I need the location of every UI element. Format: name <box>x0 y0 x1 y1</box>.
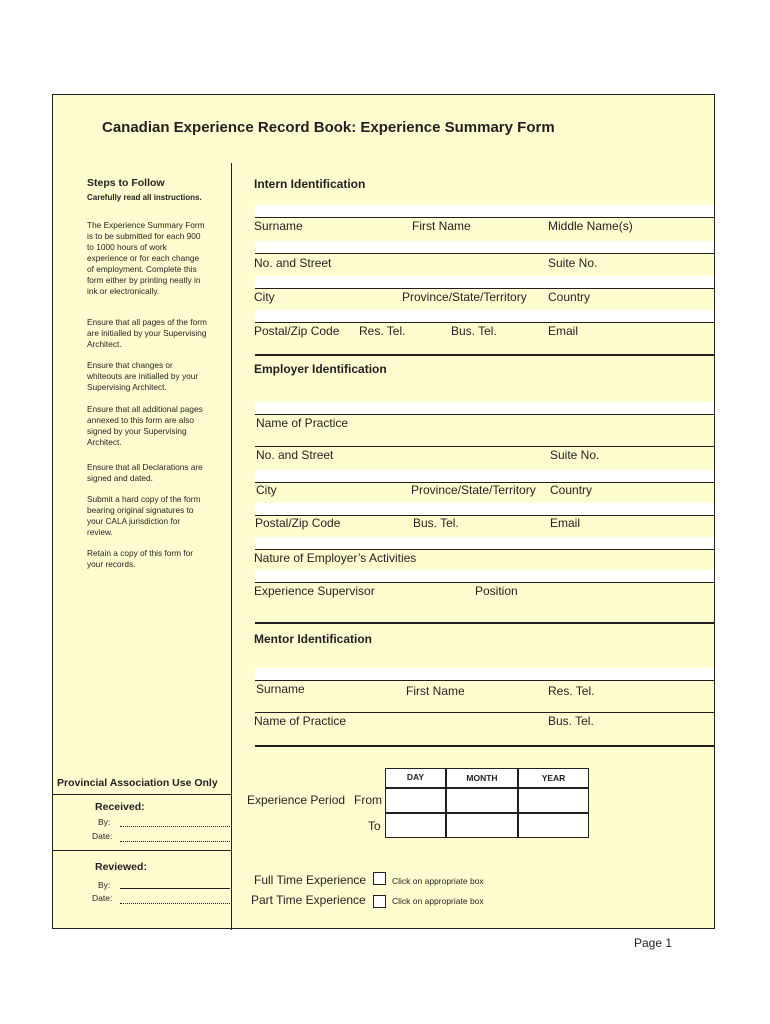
employer-band <box>255 503 714 515</box>
page-number: Page 1 <box>634 936 673 950</box>
received-date-label: Date: <box>92 831 113 841</box>
from-year-input[interactable] <box>518 788 589 813</box>
full-time-hint: Click on appropriate box <box>392 876 484 886</box>
intern-first-name-field[interactable]: First Name <box>412 219 471 233</box>
employer-province-field[interactable]: Province/State/Territory <box>411 483 536 497</box>
employer-band <box>255 570 714 582</box>
intern-street-field[interactable]: No. and Street <box>254 256 332 270</box>
intern-city-field[interactable]: City <box>254 290 275 304</box>
intern-band <box>255 276 714 288</box>
step-item: Ensure that changes or whiteouts are initialled by your Supervising Architect. <box>87 360 199 392</box>
divider-line <box>255 322 714 323</box>
step-item: Ensure that all Declarations are signed and dated. <box>87 462 203 483</box>
from-label: From <box>354 793 382 807</box>
intern-heading: Intern Identification <box>254 177 366 191</box>
mentor-heading: Mentor Identification <box>254 632 372 646</box>
intern-postal-field[interactable]: Postal/Zip Code <box>254 324 340 338</box>
provincial-heading: Provincial Association Use Only <box>57 777 218 789</box>
step-item: Ensure that all additional pages annexed to this form are also signed by your Supervising Architect. <box>87 404 203 447</box>
divider-line <box>255 253 714 254</box>
step-item: The Experience Summary Form is to be submitted for each 900 to 1000 hours of work experience or for each change of employment. Complete this form either by printing neatly in ink or electronically. <box>87 220 205 296</box>
to-label: To <box>368 819 381 833</box>
employer-country-field[interactable]: Country <box>550 483 593 497</box>
step-item: Ensure that all pages of the form are initialled by your Supervising Architect. <box>87 317 207 349</box>
part-time-label: Part Time Experience <box>251 893 366 907</box>
part-time-hint: Click on appropriate box <box>392 896 484 906</box>
section-rule <box>255 622 714 624</box>
divider-line <box>53 850 231 851</box>
experience-period-label: Experience Period <box>247 793 346 807</box>
intern-band <box>255 241 714 253</box>
employer-practice-field[interactable]: Name of Practice <box>256 416 349 430</box>
employer-activities-field[interactable]: Nature of Employer’s Activities <box>254 551 417 565</box>
divider-line <box>255 217 714 218</box>
employer-city-field[interactable]: City <box>256 483 277 497</box>
steps-subheading: Carefully read all instructions. <box>87 193 202 202</box>
reviewed-heading: Reviewed: <box>95 861 147 873</box>
step-item: Submit a hard copy of the form bearing original signatures to your CALA jurisdiction for review. <box>87 494 201 537</box>
mentor-res-tel-field[interactable]: Res. Tel. <box>548 684 595 698</box>
full-time-label: Full Time Experience <box>254 873 367 887</box>
intern-band <box>255 310 714 322</box>
divider-line <box>53 794 231 795</box>
intern-res-tel-field[interactable]: Res. Tel. <box>359 324 406 338</box>
mentor-band <box>255 668 714 680</box>
divider-line <box>255 446 714 447</box>
intern-middle-names-field[interactable]: Middle Name(s) <box>548 219 633 233</box>
steps-heading: Steps to Follow <box>87 177 165 189</box>
intern-surname-field[interactable]: Surname <box>254 219 303 233</box>
year-label: YEAR <box>541 773 566 783</box>
step-item: Retain a copy of this form for your records. <box>87 548 194 569</box>
received-heading: Received: <box>95 801 145 813</box>
employer-street-field[interactable]: No. and Street <box>256 448 334 462</box>
employer-supervisor-field[interactable]: Experience Supervisor <box>254 584 375 598</box>
part-time-checkbox[interactable] <box>373 895 386 908</box>
mentor-first-name-field[interactable]: First Name <box>406 684 465 698</box>
received-date-field[interactable] <box>120 841 230 842</box>
employer-bus-tel-field[interactable]: Bus. Tel. <box>413 516 459 530</box>
from-day-input[interactable] <box>385 788 446 813</box>
reviewed-by-label: By: <box>98 880 111 890</box>
to-day-input[interactable] <box>385 813 446 838</box>
employer-suite-field[interactable]: Suite No. <box>550 448 600 462</box>
intern-bus-tel-field[interactable]: Bus. Tel. <box>451 324 497 338</box>
mentor-surname-field[interactable]: Surname <box>256 682 305 696</box>
intern-country-field[interactable]: Country <box>548 290 591 304</box>
divider-line <box>255 582 714 583</box>
divider-line <box>255 680 714 681</box>
section-rule <box>255 354 714 356</box>
to-year-input[interactable] <box>518 813 589 838</box>
intern-email-field[interactable]: Email <box>548 324 579 338</box>
reviewed-by-field[interactable] <box>120 888 230 889</box>
divider-line <box>255 712 714 713</box>
employer-position-field[interactable]: Position <box>475 584 518 598</box>
from-month-input[interactable] <box>446 788 518 813</box>
employer-email-field[interactable]: Email <box>550 516 581 530</box>
section-rule <box>255 745 714 747</box>
mentor-practice-field[interactable]: Name of Practice <box>254 714 347 728</box>
intern-suite-field[interactable]: Suite No. <box>548 256 598 270</box>
form-title: Canadian Experience Record Book: Experience Summary Form <box>102 119 555 136</box>
employer-band <box>255 470 714 482</box>
intern-province-field[interactable]: Province/State/Territory <box>402 290 527 304</box>
divider-line <box>255 288 714 289</box>
intern-band <box>255 205 714 217</box>
divider-line <box>255 549 714 550</box>
employer-heading: Employer Identification <box>254 362 387 376</box>
day-label: DAY <box>406 772 425 782</box>
full-time-checkbox[interactable] <box>373 872 386 885</box>
employer-band <box>255 402 714 414</box>
employer-band <box>255 537 714 549</box>
employer-postal-field[interactable]: Postal/Zip Code <box>255 516 341 530</box>
month-label: MONTH <box>466 773 498 783</box>
received-by-field[interactable] <box>120 826 230 827</box>
received-by-label: By: <box>98 817 111 827</box>
reviewed-date-label: Date: <box>92 893 113 903</box>
divider-line <box>255 414 714 415</box>
mentor-bus-tel-field[interactable]: Bus. Tel. <box>548 714 594 728</box>
column-divider <box>231 163 232 930</box>
to-month-input[interactable] <box>446 813 518 838</box>
reviewed-date-field[interactable] <box>120 903 230 904</box>
